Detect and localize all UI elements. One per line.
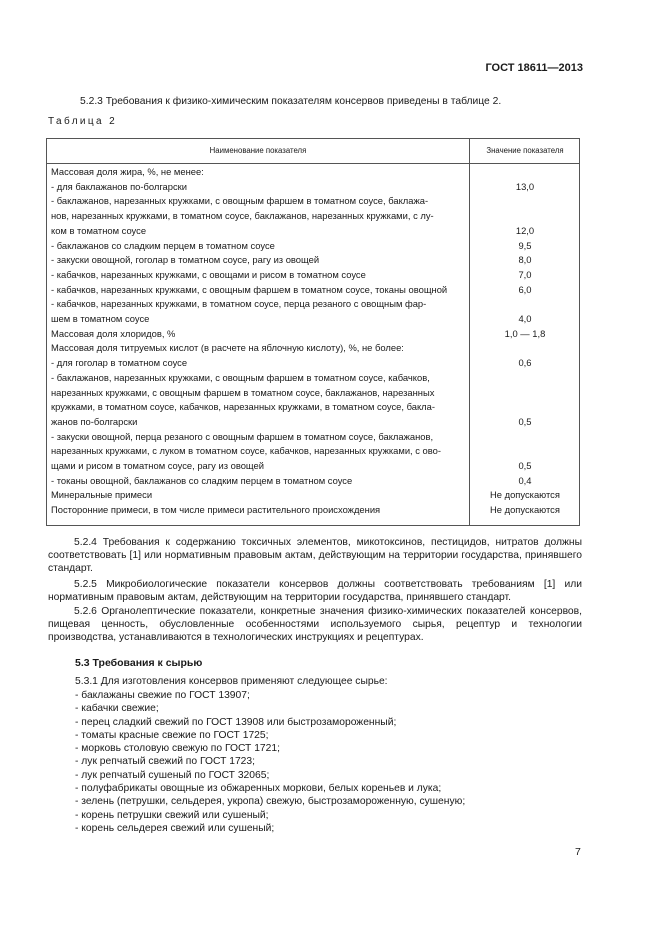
table-header-name: Наименование показателя xyxy=(209,146,307,155)
table-row-name: нарезанных кружками, с овощным фаршем в томатном соусе, баклажанов, нарезанных xyxy=(51,386,435,398)
table-row-name: жанов по-болгарски xyxy=(51,415,138,427)
table-row-name: нов, нарезанных кружками, в томатном соусе, баклажанов, нарезанных кружками, с лу- xyxy=(51,210,434,222)
table-row-name: - баклажанов со сладким перцем в томатном соусе xyxy=(51,239,275,251)
list-item: - корень петрушки свежий или сушеный; xyxy=(75,809,269,821)
table-row-name: - баклажанов, нарезанных кружками, с овощным фаршем в томатном соусе, кабачков, xyxy=(51,371,430,383)
list-item: - морковь столовую свежую по ГОСТ 1721; xyxy=(75,743,280,755)
table-row-value: 1,0 — 1,8 xyxy=(504,327,546,339)
section-title-5-3: 5.3 Требования к сырью xyxy=(75,657,203,669)
table-row-value: 0,5 xyxy=(518,415,532,427)
raw-materials-list xyxy=(75,689,465,835)
table-row-name: кружками, в томатном соусе, кабачков, нарезанных кружками, в томатном соусе, баклa- xyxy=(51,401,435,413)
table-row-value: 13,0 xyxy=(515,180,535,192)
table-row-name: Массовая доля жира, %, не менее: xyxy=(51,166,204,177)
table-row-value: 0,4 xyxy=(518,474,532,486)
paragraph-5-2-5: 5.2.5 Микробиологические показатели консервов должны соответствовать требованиям [1] или нормативным правовым актам, действующим на территории государства, принявшего стандарт. xyxy=(48,579,582,604)
paragraph-5-3-1: 5.3.1 Для изготовления консервов применяют следующее сырье: xyxy=(75,676,388,687)
list-item: - перец сладкий свежий по ГОСТ 13908 или быстрозамороженный; xyxy=(75,716,397,728)
table-row-name: - кабачков, нарезанных кружками, с овощами и рисом в томатном соусе xyxy=(51,268,366,280)
table-row-name: - токаны овощной, баклажанов со сладким перцем в томатном соусе xyxy=(51,474,353,486)
page-number: 7 xyxy=(575,846,581,858)
table-row-name: Минеральные примеси xyxy=(51,489,153,501)
table-row-value: 9,5 xyxy=(518,239,532,251)
table-row-name: Посторонние примеси, в том числе примеси растительного происхождения xyxy=(51,504,381,516)
table-2 xyxy=(46,138,580,526)
table-row-name: - для гоголар в томатном соусе xyxy=(51,357,188,369)
table-row-name: - кабачков, нарезанных кружками, в томатном соусе, перца резаного с овощным фар- xyxy=(51,298,427,310)
table-row-value: 12,0 xyxy=(515,224,535,236)
list-item: - зелень (петрушки, сельдерея, укропа) свежую, быстрозамороженную, сушеную; xyxy=(75,796,466,808)
list-item: - корень сельдерея свежий или сушеный; xyxy=(75,822,275,834)
table-header-value: Значение показателя xyxy=(486,146,564,155)
table-caption: Таблица 2 xyxy=(48,116,118,127)
table-header-divider xyxy=(47,163,579,164)
table-row-value: 8,0 xyxy=(518,254,532,266)
table-row-name: шем в томатном соусе xyxy=(51,313,150,324)
list-item: - лук репчатый свежий по ГОСТ 1723; xyxy=(75,756,255,768)
table-row-value: Не допускаются xyxy=(490,504,560,516)
document-code: ГОСТ 18611—2013 xyxy=(485,62,583,74)
table-row-name: - закуски овощной, гоголар в томатном соусе, рагу из овощей xyxy=(51,254,320,266)
table-row-name: - закуски овощной, перца резаного с овощным фаршем в томатном соусе, баклажанов, xyxy=(51,430,434,442)
list-item: - баклажаны свежие по ГОСТ 13907; xyxy=(75,690,250,701)
list-item: - кабачки свежие; xyxy=(75,703,159,715)
list-item: - полуфабрикаты овощные из обжаренных моркови, белых кореньев и лука; xyxy=(75,783,442,795)
paragraph-5-2-4: 5.2.4 Требования к содержанию токсичных элементов, микотоксинов, пестицидов, нитратов должны соответствовать [1] или нормативным правовым актам, действующим на территории государства, принявшего стандарт. xyxy=(48,537,582,575)
table-row-value: Не допускаются xyxy=(490,489,560,501)
table-row-name: Массовая доля хлоридов, % xyxy=(51,327,176,339)
table-row-name: - баклажанов, нарезанных кружками, с овощным фаршем в томатном соусе, баклажа- xyxy=(51,195,429,207)
table-row-name: щами и рисом в томатном соусе, рагу из овощей xyxy=(51,460,264,471)
list-item: - лук репчатый сушеный по ГОСТ 32065; xyxy=(75,769,270,781)
list-item: - томаты красные свежие по ГОСТ 1725; xyxy=(75,729,269,741)
table-row-name: ком в томатном соусе xyxy=(51,224,147,236)
table-row-value: 6,0 xyxy=(518,283,532,295)
table-row-name: нарезанных кружками, с луком в томатном соусе, кабачков, нарезанных кружками, с ово- xyxy=(51,445,441,457)
table-row-value: 7,0 xyxy=(518,268,532,280)
table-row-value: 4,0 xyxy=(518,313,532,324)
table-row-name: - для баклажанов по-болгарски xyxy=(51,180,187,192)
table-row-name: - кабачков, нарезанных кружками, с овощным фаршем в томатном соусе, токаны овощной xyxy=(51,283,448,295)
table-row-value: 0,6 xyxy=(518,357,532,369)
paragraph-5-2-6: 5.2.6 Органолептические показатели, конкретные значения физико-химических показателей консервов, пищевая ценность, обусловленные особенностями используемого сырья, рецептур и технологии производства, устанавливаются в технологических инструкциях и рецептурах. xyxy=(48,606,582,644)
table-row-value: 0,5 xyxy=(518,460,532,471)
table-row-name: Массовая доля титруемых кислот (в расчете на яблочную кислоту), %, не более: xyxy=(51,342,404,354)
paragraph-5-2-3: 5.2.3 Требования к физико-химическим показателям консервов приведены в таблице 2. xyxy=(80,96,502,107)
